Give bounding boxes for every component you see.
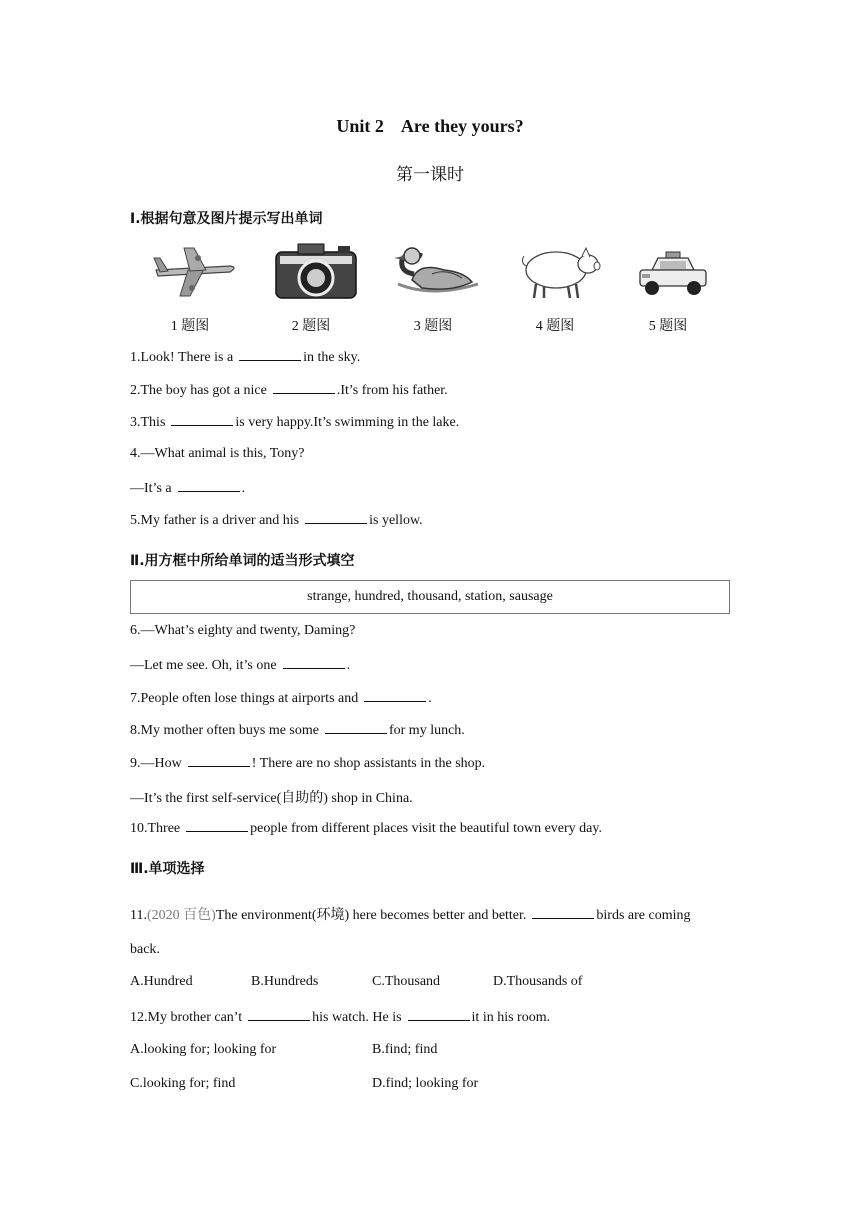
word-box: strange, hundred, thousand, station, sausage (130, 580, 730, 614)
question-3: 3.This is very happy.It’s swimming in the lake. (130, 415, 460, 430)
answer-blank[interactable] (188, 754, 250, 767)
answer-blank[interactable] (178, 479, 240, 492)
duck-icon (392, 244, 484, 307)
question-4-answer: —It’s a . (130, 481, 246, 496)
picture-caption-4: 4 题图 (535, 319, 575, 334)
option-a[interactable]: A.Hundred (130, 974, 193, 989)
pig-icon (516, 242, 602, 307)
camera-icon (272, 240, 360, 307)
question-10: 10.Three people from different places visit the beautiful town every day. (130, 821, 602, 836)
option-b[interactable]: B.find; find (372, 1042, 438, 1057)
answer-blank[interactable] (273, 381, 335, 394)
page-title: Unit 2 Are they yours? (336, 116, 524, 136)
lesson-title: 第一课时 (396, 165, 464, 185)
question-1: 1.Look! There is a in the sky. (130, 350, 361, 365)
option-c[interactable]: C.Thousand (372, 974, 441, 989)
question-7: 7.People often lose things at airports and . (130, 691, 432, 706)
answer-blank[interactable] (239, 348, 301, 361)
question-12: 12.My brother can’t his watch. He is it in his room. (130, 1010, 551, 1025)
section-3-heading: Ⅲ.单项选择 (130, 861, 205, 877)
picture-caption-3: 3 题图 (413, 319, 453, 334)
question-5: 5.My father is a driver and his is yellow. (130, 513, 423, 528)
picture-caption-1: 1 题图 (170, 319, 210, 334)
answer-blank[interactable] (248, 1008, 310, 1021)
option-c[interactable]: C.looking for; find (130, 1076, 236, 1091)
question-6-answer: —Let me see. Oh, it’s one . (130, 658, 351, 673)
option-d[interactable]: D.find; looking for (372, 1076, 479, 1091)
option-d[interactable]: D.Thousands of (493, 974, 583, 989)
answer-blank[interactable] (283, 656, 345, 669)
section-1-heading: Ⅰ.根据句意及图片提示写出单词 (130, 211, 323, 227)
question-11-continued: back. (130, 942, 160, 957)
answer-blank[interactable] (186, 819, 248, 832)
airplane-icon (150, 244, 240, 305)
option-a[interactable]: A.looking for; looking for (130, 1042, 277, 1057)
taxi-icon (636, 248, 710, 305)
question-9-prompt: 9.—How ! There are no shop assistants in the shop. (130, 756, 486, 771)
answer-blank[interactable] (364, 689, 426, 702)
answer-blank[interactable] (305, 511, 367, 524)
question-2: 2.The boy has got a nice .It’s from his father. (130, 383, 448, 398)
question-8: 8.My mother often buys me some for my lunch. (130, 723, 465, 738)
answer-blank[interactable] (325, 721, 387, 734)
question-4-prompt: 4.—What animal is this, Tony? (130, 446, 305, 461)
answer-blank[interactable] (532, 906, 594, 919)
picture-caption-2: 2 题图 (291, 319, 331, 334)
question-9-answer: —It’s the first self-service(自助的) shop in China. (130, 791, 413, 806)
answer-blank[interactable] (408, 1008, 470, 1021)
question-6-prompt: 6.—What’s eighty and twenty, Daming? (130, 623, 356, 638)
section-2-heading: Ⅱ.用方框中所给单词的适当形式填空 (130, 553, 355, 569)
question-11: 11.(2020 百色)The environment(环境) here becomes better and better. birds are coming (130, 908, 691, 923)
option-b[interactable]: B.Hundreds (251, 974, 319, 989)
picture-caption-5: 5 题图 (648, 319, 688, 334)
question-source: (2020 百色) (146, 908, 216, 923)
answer-blank[interactable] (171, 413, 233, 426)
